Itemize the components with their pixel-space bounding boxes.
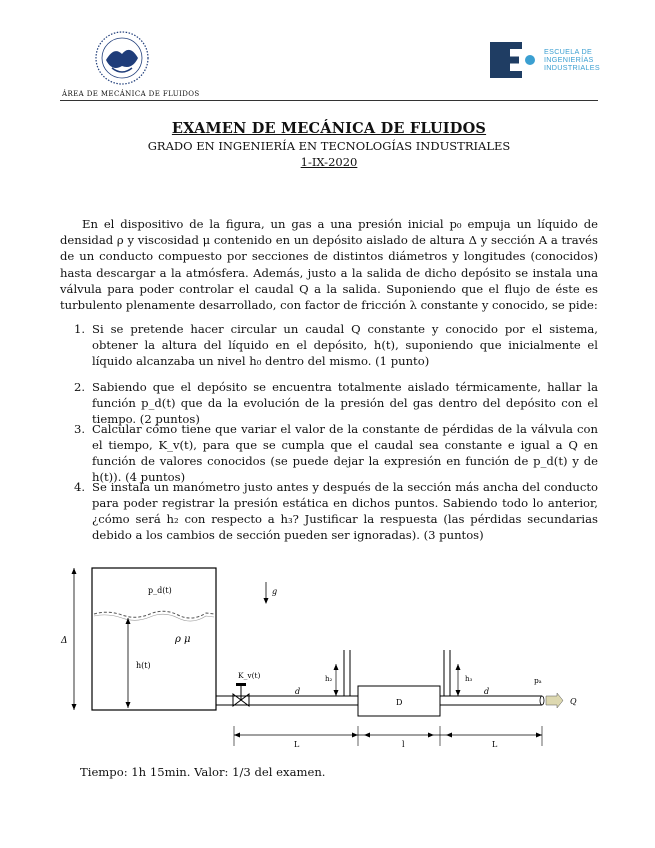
liquid-surface-shade bbox=[94, 614, 214, 621]
school-logo bbox=[490, 40, 600, 80]
kv-label: K_v(t) bbox=[238, 671, 261, 680]
exam-title: EXAMEN DE MECÁNICA DE FLUIDOS bbox=[171, 120, 487, 137]
exam-date: 1-IX-2020 bbox=[300, 155, 358, 169]
question-number: 4. bbox=[74, 480, 86, 494]
flow-arrow-icon bbox=[546, 693, 563, 708]
question-1 bbox=[60, 321, 598, 369]
h-label: h(t) bbox=[136, 661, 151, 670]
delta-arrowhead-bottom bbox=[72, 704, 77, 710]
question-3 bbox=[60, 421, 598, 485]
intro-paragraph: En el dispositivo de la figura, un gas a una presión inicial p₀ empuja un líquido de densidad ρ y viscosidad μ contenido en un depósito aislado de altura Δ y sección A a través de un conducto compuesto por secciones de distintos diámetros y longitudes (conocidos) hasta descargar a la atmósfera. Además, justo a la salida de dicho depósito se instala una válvula para poder controlar el caudal Q a la salida. Suponiendo que el flujo de éste es turbulento plenamente desarrollado, con factor de fricción λ constante y conocido, se pide: bbox=[60, 217, 598, 313]
pd-label: p_d(t) bbox=[148, 586, 172, 595]
header-rule bbox=[60, 100, 598, 101]
exam-subtitle: GRADO EN INGENIERÍA EN TECNOLOGÍAS INDUSTRIALES bbox=[147, 139, 511, 153]
area-label: ÁREA DE MECÁNICA DE FLUIDOS bbox=[62, 90, 200, 98]
question-4 bbox=[60, 479, 598, 543]
question-number: 1. bbox=[74, 322, 86, 336]
question-text: Si se pretende hacer circular un caudal Q constante y conocido por el sistema, obtener la altura del líquido en el depósito, h(t), suponiendo que inicialmente el líquido alcanzaba un nivel h₀ dentro del mismo. (1 punto) bbox=[92, 322, 598, 368]
l-mid-label: l bbox=[402, 740, 405, 749]
question-text: Se instala un manómetro justo antes y después de la sección más ancha del conducto para poder registrar la presión estática en dichos puntos. Sabiendo todo lo anterior, ¿cómo será h₂ con respecto a h₃? Justificar la respuesta (las pérdidas secundarias debido a los cambios de sección pueden ser ignoradas). (3 puntos) bbox=[92, 480, 598, 542]
h-arrowhead-top bbox=[126, 618, 131, 624]
question-text: Sabiendo que el depósito se encuentra totalmente aislado térmicamente, hallar la función p_d(t) que da la evolución de la presión del gas dentro del depósito con el tiempo. (2 puntos) bbox=[92, 380, 598, 426]
question-2 bbox=[60, 379, 598, 427]
g-label: g bbox=[272, 587, 278, 596]
pa-label: pₐ bbox=[534, 676, 542, 685]
L-right-label: L bbox=[492, 740, 498, 749]
system-diagram bbox=[60, 560, 600, 760]
h2-label: h₂ bbox=[325, 675, 333, 683]
delta-arrowhead-top bbox=[72, 568, 77, 574]
d-left-label: d bbox=[295, 687, 301, 696]
pipe-outlet bbox=[540, 696, 544, 705]
exam-footer: Tiempo: 1h 15min. Valor: 1/3 del examen. bbox=[80, 765, 326, 779]
school-logo-text: ESCUELA DE INGENIERÍAS INDUSTRIALES bbox=[544, 47, 600, 73]
question-number: 2. bbox=[74, 380, 86, 394]
question-text: Calcular cómo tiene que variar el valor de la constante de pérdidas de la válvula con el tiempo, K_v(t), para que se cumpla que el caudal sea constante e igual a Q en función de valores conocidos (se puede dejar la expresión en función de p_d(t) y de h(t)). (4 puntos) bbox=[92, 422, 598, 484]
D-label: D bbox=[396, 698, 403, 707]
question-number: 3. bbox=[74, 422, 86, 436]
delta-label: Δ bbox=[61, 636, 68, 646]
h-arrowhead-bottom bbox=[126, 702, 131, 708]
Q-label: Q bbox=[570, 697, 577, 706]
L-left-label: L bbox=[294, 740, 300, 749]
rho-mu-label: ρ μ bbox=[175, 634, 191, 645]
liquid-surface bbox=[94, 611, 214, 618]
title-block bbox=[60, 120, 598, 169]
d-right-label: d bbox=[484, 687, 490, 696]
valve-handle bbox=[236, 683, 246, 686]
university-seal-logo bbox=[92, 30, 152, 86]
gravity-arrowhead bbox=[264, 598, 269, 604]
h3-label: h₃ bbox=[465, 675, 473, 683]
school-logo-mark bbox=[490, 42, 536, 78]
